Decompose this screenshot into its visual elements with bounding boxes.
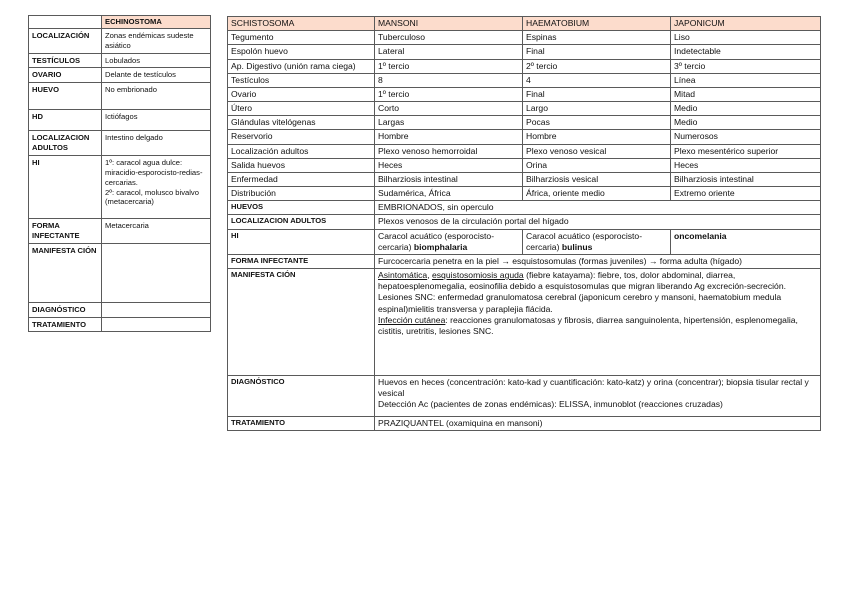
cell-mansoni: 1º tercio — [375, 59, 523, 73]
row-value: Metacercaria — [102, 219, 211, 244]
manifestacion-p2: Lesiones SNC: enfermedad granulomatosa cerebral (japonicum cerebro y mansoni, haematobium medula espinal)mielitis transversa y paraplejia flácida. — [378, 292, 782, 314]
table-row — [228, 158, 821, 172]
echinostoma-table — [28, 15, 211, 332]
table-row — [228, 73, 821, 87]
cell-haematobium: África, oriente medio — [523, 187, 671, 201]
separator-text: , — [427, 270, 432, 281]
aguda-desc: (fiebre katayama): fiebre, tos, dolor abdominal, diarrea, hepatoesplenomegalia, eosinofilia debido a esquistosomulas que migran liberando Ag excreción-secreción. — [378, 270, 786, 292]
cell-haematobium: Final — [523, 45, 671, 59]
hi-line-1: 1º: caracol agua dulce: miracidio-esporocisto-redias-cercarias. — [105, 158, 203, 187]
row-label: TRATAMIENTO — [29, 317, 102, 332]
diagnostico-line-2: Detección Ac (pacientes de zonas endémicas): ELISSA, inmunoblot (reacciones cruzadas) — [378, 399, 723, 410]
cell-mansoni: Heces — [375, 158, 523, 172]
row-value: No embrionado — [102, 83, 211, 110]
cell-haematobium: Espinas — [523, 31, 671, 45]
cell-mansoni: Lateral — [375, 45, 523, 59]
row-label: Reservorio — [228, 130, 375, 144]
manifestacion-p1 — [378, 270, 817, 292]
cell-haematobium: 4 — [523, 73, 671, 87]
localizacion-row — [228, 215, 821, 229]
forma-label: FORMA INFECTANTE — [228, 254, 375, 268]
row-value: Zonas endémicas sudeste asiático — [102, 28, 211, 53]
row-label: Tegumento — [228, 31, 375, 45]
cell-japonicum: Línea — [671, 73, 821, 87]
forma-value: Furcocercaria penetra en la piel → esquistosomulas (formas juveniles) → forma adulta (hígado) — [375, 254, 821, 268]
header-haematobium: HAEMATOBIUM — [523, 17, 671, 31]
cell-japonicum: Liso — [671, 31, 821, 45]
cell-mansoni: Corto — [375, 102, 523, 116]
cell-haematobium: Plexo venoso vesical — [523, 144, 671, 158]
table-row — [228, 87, 821, 101]
cell-japonicum: Mitad — [671, 87, 821, 101]
echinostoma-row — [29, 131, 211, 156]
manifestacion-row — [228, 269, 821, 376]
hi-row — [228, 229, 821, 254]
cell-haematobium: 2º tercio — [523, 59, 671, 73]
cell-haematobium: Largo — [523, 102, 671, 116]
row-value: Ictiófagos — [102, 110, 211, 131]
cell-mansoni: Bilharziosis intestinal — [375, 172, 523, 186]
echinostoma-header-blank — [29, 16, 102, 29]
cell-haematobium: Orina — [523, 158, 671, 172]
cell-haematobium: Bilharziosis vesical — [523, 172, 671, 186]
cell-japonicum: Medio — [671, 116, 821, 130]
echinostoma-row — [29, 110, 211, 131]
aguda-text: esquistosomiosis aguda — [431, 270, 524, 281]
cell-mansoni: Largas — [375, 116, 523, 130]
echinostoma-row — [29, 317, 211, 332]
schistosoma-table — [227, 16, 821, 431]
row-label: Salida huevos — [228, 158, 375, 172]
diagnostico-label: DIAGNÓSTICO — [228, 376, 375, 417]
row-value: Delante de testículos — [102, 68, 211, 83]
echinostoma-row — [29, 53, 211, 68]
header-japonicum: JAPONICUM — [671, 17, 821, 31]
hi-haematobium — [523, 229, 671, 254]
cutanea-desc: : reacciones granulomatosas y fibrosis, diarrea sanguinolenta, hipertensión, esplenomegalia, cistitis, uretritis, lesiones SNC. — [378, 314, 798, 336]
hi-haematobium-text: Caracol acuático (esporocisto-cercaria) — [526, 230, 643, 252]
header-schistosoma: SCHISTOSOMA — [228, 17, 375, 31]
echinostoma-header: ECHINOSTOMA — [102, 16, 211, 29]
echinostoma-row — [29, 28, 211, 53]
table-row — [228, 144, 821, 158]
diagnostico-row — [228, 376, 821, 417]
huevos-label: HUEVOS — [228, 201, 375, 215]
manifestacion-value — [375, 269, 821, 376]
echinostoma-row — [29, 156, 211, 219]
table-row — [228, 45, 821, 59]
forma-row — [228, 254, 821, 268]
cell-mansoni: Hombre — [375, 130, 523, 144]
cell-mansoni: Tuberculoso — [375, 31, 523, 45]
hi-mansoni-text: Caracol acuático (esporocisto-cercaria) — [378, 230, 495, 252]
cell-japonicum: Extremo oriente — [671, 187, 821, 201]
manifestacion-label: MANIFESTA CIÓN — [228, 269, 375, 376]
cell-mansoni: Plexo venoso hemorroidal — [375, 144, 523, 158]
table-row — [228, 172, 821, 186]
localizacion-value: Plexos venosos de la circulación portal del hígado — [375, 215, 821, 229]
table-row — [228, 102, 821, 116]
row-label: Glándulas vitelógenas — [228, 116, 375, 130]
row-label: FORMA INFECTANTE — [29, 219, 102, 244]
row-value — [102, 302, 211, 317]
row-value: Intestino delgado — [102, 131, 211, 156]
cell-japonicum: Heces — [671, 158, 821, 172]
cutanea-text: Infección cutánea — [378, 314, 446, 325]
header-mansoni: MANSONI — [375, 17, 523, 31]
echinostoma-header-row — [29, 16, 211, 29]
hi-mansoni — [375, 229, 523, 254]
echinostoma-row — [29, 243, 211, 302]
cell-japonicum: Plexo mesentérico superior — [671, 144, 821, 158]
row-label: Espolón huevo — [228, 45, 375, 59]
cell-haematobium: Pocas — [523, 116, 671, 130]
echinostoma-row — [29, 219, 211, 244]
table-row — [228, 130, 821, 144]
row-label: Ap. Digestivo (unión rama ciega) — [228, 59, 375, 73]
row-value: Lobulados — [102, 53, 211, 68]
row-label: Localización adultos — [228, 144, 375, 158]
cell-haematobium: Hombre — [523, 130, 671, 144]
table-row — [228, 187, 821, 201]
localizacion-label: LOCALIZACION ADULTOS — [228, 215, 375, 229]
cell-mansoni: 1º tercio — [375, 87, 523, 101]
hi-mansoni-host: biomphalaria — [413, 241, 468, 252]
row-label: Útero — [228, 102, 375, 116]
row-label: Enfermedad — [228, 172, 375, 186]
cell-mansoni: 8 — [375, 73, 523, 87]
tratamiento-row — [228, 417, 821, 431]
manifestacion-p3 — [378, 315, 817, 337]
row-label: Distribución — [228, 187, 375, 201]
asintomatica-text: Asintomática — [378, 270, 428, 281]
hi-line-2: 2º: caracol, molusco bivalvo (metacercaria) — [105, 187, 199, 207]
diagnostico-line-1: Huevos en heces (concentración: kato-kad y cuantificación: kato-katz) y orina (concentrar); biopsia tisular rectal y vesical — [378, 377, 809, 399]
row-value — [102, 317, 211, 332]
hi-japonicum — [671, 229, 821, 254]
row-label: HUEVO — [29, 83, 102, 110]
tratamiento-label: TRATAMIENTO — [228, 417, 375, 431]
huevos-value: EMBRIONADOS, sin operculo — [375, 201, 821, 215]
row-label: Ovario — [228, 87, 375, 101]
cell-mansoni: Sudamérica, África — [375, 187, 523, 201]
row-label: TESTÍCULOS — [29, 53, 102, 68]
row-label: HI — [29, 156, 102, 219]
cell-japonicum: Indetectable — [671, 45, 821, 59]
row-label: MANIFESTA CIÓN — [29, 243, 102, 302]
row-label: DIAGNÓSTICO — [29, 302, 102, 317]
huevos-row — [228, 201, 821, 215]
tratamiento-value: PRAZIQUANTEL (oxamiquina en mansoni) — [375, 417, 821, 431]
cell-haematobium: Final — [523, 87, 671, 101]
row-label: OVARIO — [29, 68, 102, 83]
row-label: LOCALIZACIÓN — [29, 28, 102, 53]
row-value — [102, 156, 211, 219]
hi-haematobium-host: bulinus — [561, 241, 593, 252]
row-label: HD — [29, 110, 102, 131]
echinostoma-row — [29, 302, 211, 317]
hi-japonicum-host: oncomelania — [674, 230, 727, 241]
row-label: Testículos — [228, 73, 375, 87]
echinostoma-row — [29, 83, 211, 110]
table-row — [228, 116, 821, 130]
table-row — [228, 59, 821, 73]
cell-japonicum: 3º tercio — [671, 59, 821, 73]
diagnostico-value — [375, 376, 821, 417]
cell-japonicum: Medio — [671, 102, 821, 116]
cell-japonicum: Bilharziosis intestinal — [671, 172, 821, 186]
row-value — [102, 243, 211, 302]
row-label: LOCALIZACION ADULTOS — [29, 131, 102, 156]
table-row — [228, 31, 821, 45]
schistosoma-header-row — [228, 17, 821, 31]
echinostoma-row — [29, 68, 211, 83]
cell-japonicum: Numerosos — [671, 130, 821, 144]
hi-label: HI — [228, 229, 375, 254]
